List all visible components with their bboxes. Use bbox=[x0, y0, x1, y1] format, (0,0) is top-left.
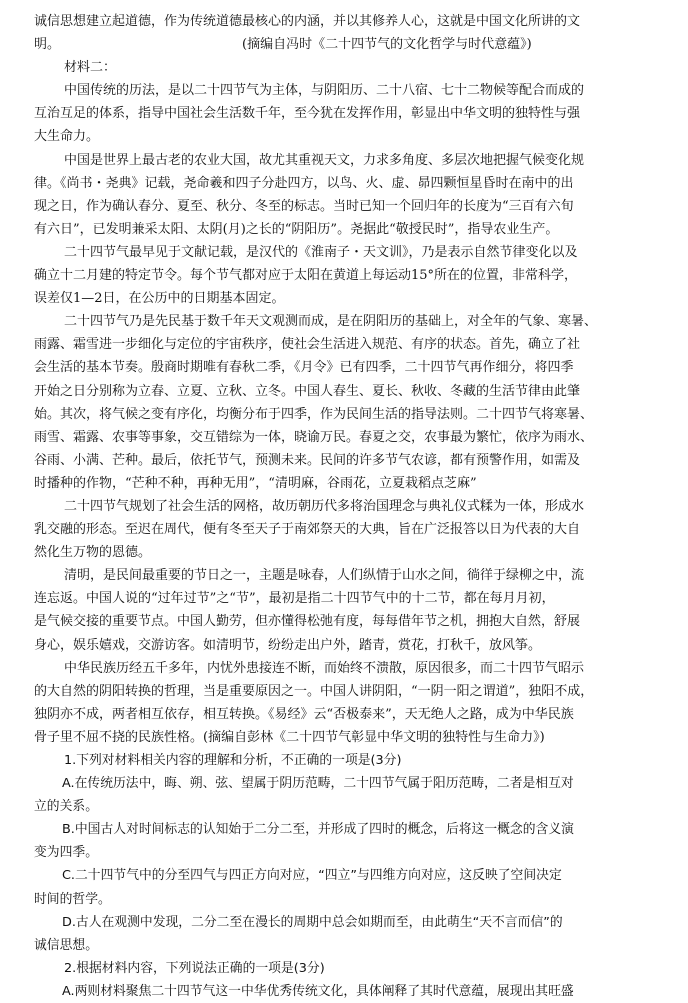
passage-line: 二十四节气规划了社会生活的网格，故历朝历代多将治国理念与典礼仪式糅为一体，形成水 bbox=[64, 498, 585, 514]
question-1-option-b: B.中国古人对时间标志的认知始于二分二至，并形成了四时的概念，后将这一概念的含义演 bbox=[62, 822, 574, 838]
passage-line: 清明，是民间最重要的节日之一，主题是咏春，人们纵情于山水之间，徜徉于绿柳之中，流 bbox=[64, 568, 585, 584]
question-1-option-d-cont: 诚信思想。 bbox=[34, 937, 98, 953]
question-1-option-c-cont: 时间的哲学。 bbox=[34, 891, 111, 907]
passage-line: 律。《尚书・尧典》记载，尧命羲和四子分赴四方，以鸟、火、虚、昴四颗恒星昏时在南中的出 bbox=[34, 175, 574, 191]
question-1-option-a: A.在传统历法中，晦、朔、弦、望属于阴历范畴，二十四节气属于阳历范畴，二者是相互对 bbox=[62, 776, 574, 792]
passage-line: 现之日，作为确认春分、夏至、秋分、冬至的标志。当时已知一个回归年的长度为“三百有六旬 bbox=[34, 198, 574, 214]
passage-line: 误差仅1—2日，在公历中的日期基本固定。 bbox=[34, 291, 285, 307]
question-1-option-a-cont: 立的关系。 bbox=[34, 799, 98, 815]
passage-line: 身心，娱乐嬉戏，交游访客。如清明节，纷纷走出户外，踏青，赏花，打秋千，放风筝。 bbox=[34, 637, 542, 653]
passage-line: 始。其次，将气候之变有序化，均衡分布于四季，作为民间生活的指导法则。二十四节气将寒暑、 bbox=[34, 406, 594, 422]
passage-line: 会生活的基本节奏。殷商时期唯有春秋二季，《月令》已有四季，二十四节气再作细分，将四季 bbox=[34, 360, 574, 376]
passage-line: 二十四节气乃是先民基于数千年天文观测而成，是在阴阳历的基础上，对全年的气象、寒暑、 bbox=[64, 314, 598, 330]
question-1-option-c: C.二十四节气中的分至四气与四正方向对应，“四立”与四维方向对应，这反映了空间决定 bbox=[62, 868, 562, 884]
passage-line: 雨露、霜雪进一步细化与定位的宇宙秩序，使社会生活进入规范、有序的状态。首先，确立了社 bbox=[34, 337, 581, 353]
passage-line: 开始之日分别称为立春、立夏、立秋、立冬。中国人春生、夏长、秋收、冬藏的生活节律由此肇 bbox=[34, 383, 581, 399]
passage-line: 的大自然的阴阳转换的哲理，当是重要原因之一。中国人讲阴阳，“一阴一阳之谓道”，独阳不成， bbox=[34, 683, 594, 699]
passage-line: 二十四节气最早见于文献记载，是汉代的《淮南子・天文训》，乃是表示自然节律变化以及 bbox=[64, 244, 578, 260]
passage-line: 中华民族历经五千多年，内忧外患接连不断，而始终不溃散，原因很多，而二十四节气昭示 bbox=[64, 660, 585, 676]
passage-line: 是气候交接的重要节点。中国人勤劳，但亦懂得松弛有度，每每借年节之机，拥抱大自然，舒展 bbox=[34, 614, 581, 630]
passage-line: 雨雪、霜露、农事等事象，交互错综为一体，晓谕万民。春夏之交，农事最为繁忙，依序为雨水、 bbox=[34, 429, 594, 445]
passage-line: 材料二： bbox=[64, 60, 117, 76]
passage-line: 中国是世界上最古老的农业大国，故尤其重视天文，力求多角度、多层次地把握气候变化规 bbox=[64, 152, 585, 168]
question-1-stem: 1.下列对材料相关内容的理解和分析，不正确的一项是(3分) bbox=[64, 753, 402, 768]
passage-line: 谷雨、小满、芒种。最后，依托节气，预测未来。民间的许多节气农谚，都有预警作用，如需及 bbox=[34, 452, 581, 468]
question-1-option-d: D.古人在观测中发现，二分二至在漫长的周期中总会如期而至，由此萌生“天不言而信”的 bbox=[62, 914, 563, 930]
question-2-stem: 2.根据材料内容，下列说法正确的一项是(3分) bbox=[64, 960, 325, 976]
passage-line: 连忘返。中国人说的“过年过节”之“节”，最初是指二十四节气中的十二节，都在每月月初， bbox=[34, 591, 555, 607]
passage-line: 然化生万物的恩德。 bbox=[34, 545, 152, 561]
passage-line: 大生命力。 bbox=[34, 129, 100, 145]
passage-line: 互治互足的体系，指导中国社会生活数千年，至今犹在发挥作用，彰显出中华文明的独特性与强 bbox=[34, 106, 581, 122]
passage-text bbox=[34, 10, 660, 749]
passage-line: 骨子里不屈不挠的民族性格。(摘编自彭林《二十四节气彰显中华文明的独特性与生命力》) bbox=[34, 729, 545, 745]
passage-line: 有六日”，已发明兼采太阳、太阴(月)之长的“阴阳历”。尧据此“敬授民时”，指导农业生产。 bbox=[34, 221, 559, 237]
passage-line-text: 明。 bbox=[34, 37, 61, 53]
source-citation: (摘编自冯时《二十四节气的文化哲学与时代意蕴》) bbox=[242, 37, 532, 53]
passage-line: 确立十二月建的特定节令。每个节气都对应于太阳在黄道上每运动15°所在的位置，非常科学， bbox=[34, 268, 578, 284]
passage-line: 中国传统的历法，是以二十四节气为主体，与阴阳历、二十八宿、七十二物候等配合而成的 bbox=[64, 83, 585, 99]
passage-line: 独阴亦不成，两者相互依存，相互转换。《易经》云“否极泰来”，天无绝人之路，成为中华民族 bbox=[34, 706, 574, 722]
passage-line bbox=[34, 33, 660, 56]
passage-line: 诚信思想建立起道德，作为传统道德最核心的内涵，并以其修养人心，这就是中国文化所讲的文 bbox=[34, 14, 581, 29]
passage-line: 乳交融的形态。至迟在周代，便有冬至天子于南郊祭天的大典，旨在广泛报答以日为代表的大自 bbox=[34, 522, 581, 538]
question-1-option-b-cont: 变为四季。 bbox=[34, 845, 98, 861]
passage-line: 时播种的作物，“芒种不种，再种无用”，“清明麻，谷雨花，立夏栽稻点芝麻” bbox=[34, 475, 477, 491]
question-2-option-a: A.两则材料聚焦二十四节气这一中华优秀传统文化，具体阐释了其时代意蕴，展现出其旺盛 bbox=[62, 983, 574, 999]
